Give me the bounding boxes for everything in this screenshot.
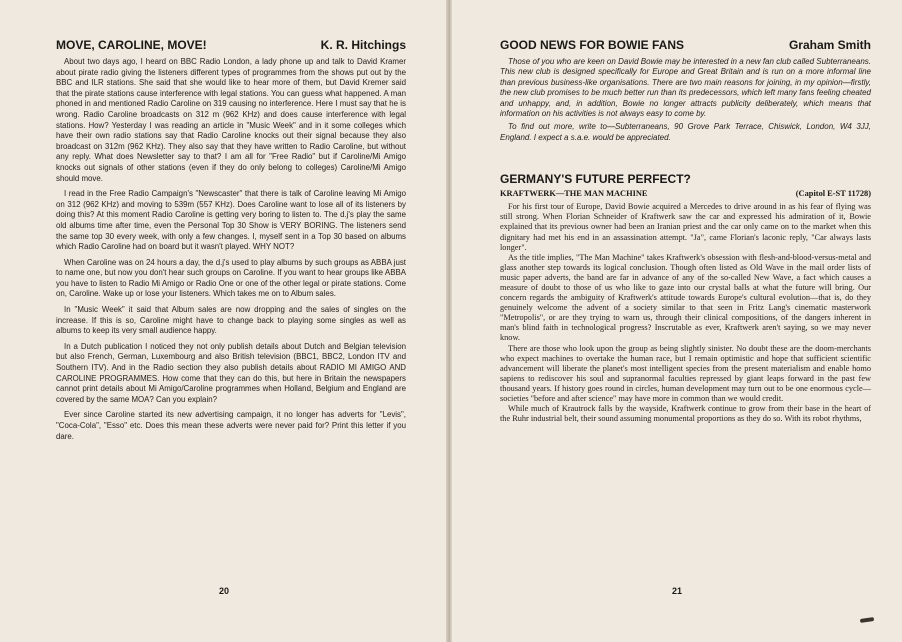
article-body (56, 57, 406, 442)
bowie-title: GOOD NEWS FOR BOWIE FANS (500, 38, 685, 52)
paragraph: About two days ago, I heard on BBC Radio London, a lady phone up and talk to David Kramer about pirate radio giving the listeners different types of programmes from the shows put out by the BBC and ILR stations. She said that she would like to hear more of them, but David Kremer said that the pirate stations cause interference with legal stations. You can guess what happened. A man phoned in and mentioned Radio Caroline on 319 causing no interference. Here I must say that he is wrong. Radio Caroline broadcasts on 312 m (962 KHz) and does cause interference with legal stations. How? Yesterday I was reading an article in "Music Week" and in it some colleges which have their own radio stations say that Radio Caroline knocks out their signal because they also broadcast on 312m (962 KHz). They also say that they have written to Radio Caroline, but without any reply. What does Newsletter say to that? I am all for "Free Radio" but if Caroline/Mi Amigo knocks out signals of other stations (even if they do only belong to colleges) Caroline/Mi Amigo should move. (56, 57, 406, 183)
left-column (56, 38, 406, 447)
paragraph: Those of you who are keen on David Bowie may be interested in a new fan club called Subterraneans. This new club is designed specifically for Europe and Great Britain and is run on a more informal line than previous business-like organisations. There are two main reasons for joining, in my opinion—firstly, the new club promises to be much better run than its predecessors, which left many fans feeling cheated and unhappy, and, in addition, Bowie no longer attracts publicity deliberately, which means that information on his activities is not always easy to come by. (500, 57, 871, 119)
germany-header (500, 172, 871, 186)
right-page (451, 0, 902, 642)
right-column (500, 38, 871, 424)
article-header (56, 38, 406, 52)
paragraph: There are those who look upon the group as being slightly sinister. No doubt these are the doom-merchants who expect machines to overtake the human race, but I remain optimistic and hope that sufficient scientific advancement will liberate the planet's most intelligent species from the present materialism and enable homo sapiens to rediscover his soul and supranormal faculties repressed by giant leaps forward in the past few thousand years. If history goes round in circles, human development may turn out to be one enormous cycle—societies "before and after science" may have more in common than we would credit. (500, 343, 871, 404)
bowie-author: Graham Smith (788, 38, 871, 52)
paragraph: I read in the Free Radio Campaign's "Newscaster" that there is talk of Caroline leaving Mi Amigo on 312 (962 KHz) and moving to 539m (557 KHz). Does Caroline want to lose all of its listeners by doing this? At this moment Radio Caroline is getting very boring to listen to. The d.j's play the same old albums time after time, even the Personal Top 30 Show is VERY BORING. The listeners send the same top 30 every week, with only a few changes. I, myself sent in a Top 30 based on albums which Radio Caroline had on board but it wasn't played. WHY NOT? (56, 189, 406, 252)
paragraph: While much of Krautrock falls by the wayside, Kraftwerk continue to grow from their base in the heart of the Ruhr industrial belt, their sound assuming monumental proportions as they do so. With its robot rhythms, (500, 404, 871, 424)
page-number: 21 (671, 586, 682, 596)
left-page (0, 0, 449, 642)
germany-title: GERMANY'S FUTURE PERFECT? (500, 172, 691, 187)
review-catalog: (Capitol E-ST 11728) (795, 189, 871, 199)
bowie-header (500, 38, 871, 52)
paragraph: For his first tour of Europe, David Bowie acquired a Mercedes to drive around in as his fear of flying was still strong. When Florian Schneider of Kraftwerk saw the car and expressed his admiration of it, Bowie explained that its previous owner had been an Iranian priest and the car only came on to the market when this dignitary had met his end in an assassination attempt. "Ja", came Florian's laconic reply, "Car always lasts longer". (500, 202, 871, 252)
bowie-body (500, 57, 871, 143)
article-title: MOVE, CAROLINE, MOVE! (56, 38, 207, 52)
paragraph: In a Dutch publication I noticed they not only publish details about Dutch and Belgian television but also French, German, Luxembourg and also British television (BBC1, BBC2, London ITV and Southern ITV). And in the Radio section they also publish details about RADIO MI AMIGO AND CAROLINE PROGRAMMES. How come that they can do this, but here in Britain the newspapers cannot print details about Mi Amigo/Caroline programmes when Holland, Belgium and England are covered by the same MOA? Can you explain? (56, 341, 406, 404)
germany-body (500, 202, 871, 424)
paragraph: To find out more, write to—Subterraneans, 90 Grove Park Terrace, Chiswick, London, W4 3JJ, England. I expect a s.a.e. would be appreciated. (500, 122, 871, 142)
paragraph: When Caroline was on 24 hours a day, the d.j's used to play albums by such groups as ABBA just to name one, but now you don't hear such groups on Caroline. If you want to hear groups like ABBA you have to listen to Radio Mi Amigo or Radio One or one of the other legal or pirate stations. Come on, Caroline. Wake up or lose your listeners. Which takes me on to Album sales. (56, 257, 406, 299)
review-album: KRAFTWERK—THE MAN MACHINE (500, 189, 648, 199)
page-number: 20 (218, 586, 229, 596)
paragraph: Ever since Caroline started its new advertising campaign, it no longer has adverts for "Levis", "Coca-Cola", "Esso" etc. Does this mean these adverts were never paid for? Print this letter if you dare. (56, 410, 406, 441)
paragraph: In "Music Week" it said that Album sales are now dropping and the sales of singles on the increase. If this is so, Caroline might have to change back to playing some singles as well as albums to keep its very small audience happy. (56, 305, 406, 336)
article-author: K. R. Hitchings (320, 38, 406, 52)
ink-mark (860, 617, 874, 623)
review-subheading (500, 189, 871, 198)
paragraph: As the title implies, "The Man Machine" takes Kraftwerk's obsession with flesh-and-blood-versus-metal and glass another step towards its logical conclusion. Though often listed as Old Wave in the mail order lists of music paper adverts, the band are far in advance of any of the so-called New Wave, a fact which causes a measure of doubt to those of us who like to gaze into our crystal balls at what the future will bring. Our concern regards the ambiguity of Kraftwerk's attitude towards Europe's cultural evolution—that is, do they genuinely welcome the advent of a society similar to that seen in Fritz Lang's cinematic masterwork "Metropolis", or are they trying to warn us, through their clinical compositions, of the dangers inherent in man's blind faith in technological progress? Inscrutable as ever, Kraftwerk aren't saying, so we may never know. (500, 252, 871, 343)
